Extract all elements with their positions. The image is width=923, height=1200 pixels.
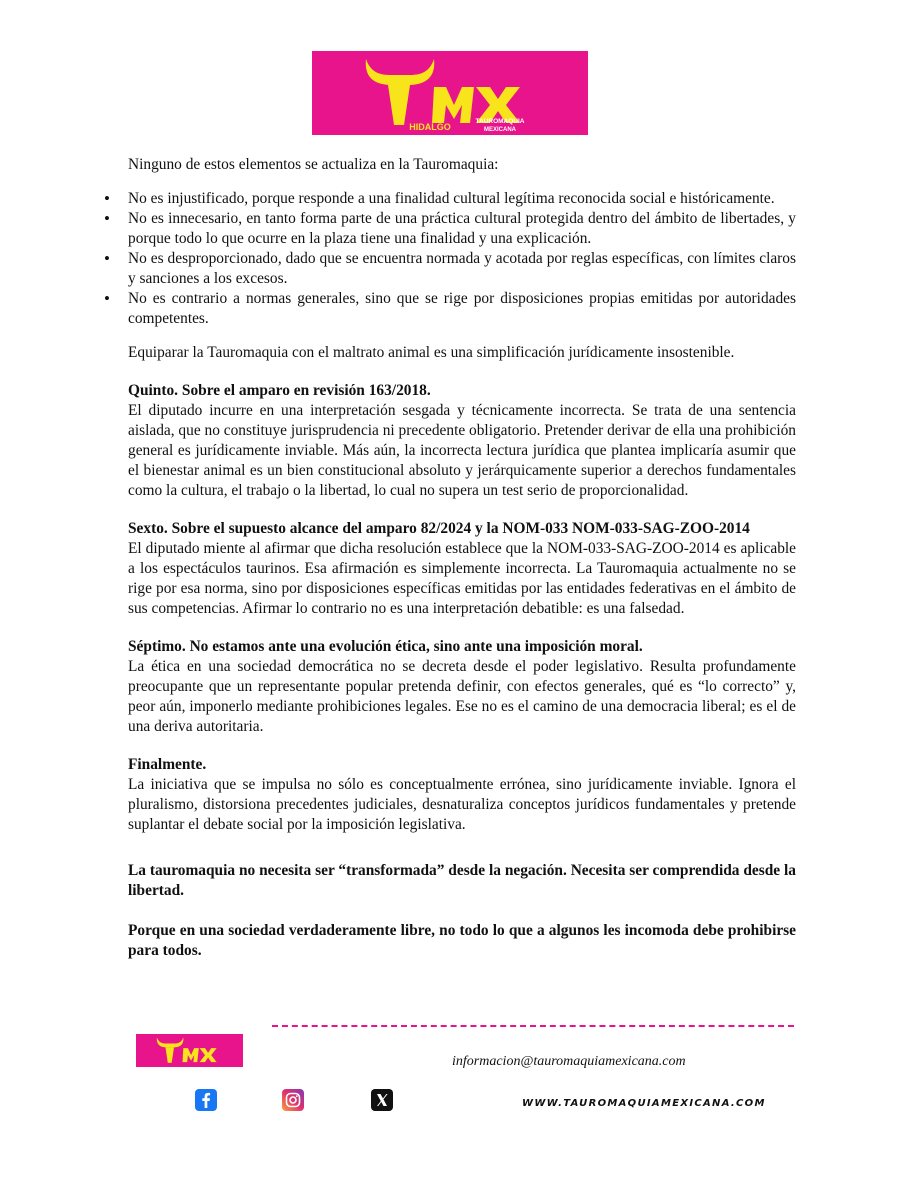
section-body-quinto: El diputado incurre en una interpretación sesgada y técnicamente incorrecta. Se trata de una sentencia aislada, que no constituye jurisprudencia ni precedente obligatorio. Pretender derivar de ella una prohibición general es jurídicamente inviable. Más aún, la incorrecta lectura jurídica que plantea implicaría asumir que el bienestar animal es un bien constitucional absoluto y jerárquicamente superior a derechos fundamentales como la cultura, el trabajo o la libertad, lo cual no supera un test serio de proporcionalidad. <box>128 402 796 499</box>
facebook-icon[interactable] <box>195 1089 217 1111</box>
logo-tagline-line1: TAUROMAQUIA <box>475 118 525 125</box>
section-heading-septimo: Séptimo. No estamos ante una evolución ética, sino ante una imposición moral. <box>128 638 643 655</box>
footer-email-link[interactable]: informacion@tauromaquiamexicana.com <box>452 1054 686 1069</box>
tmx-logo-graphic <box>312 51 588 135</box>
intro-paragraph: Ninguno de estos elementos se actualiza en la Tauromaquia: <box>128 156 499 173</box>
logo-location-text: HIDALGO <box>409 122 451 132</box>
equiparar-paragraph: Equiparar la Tauromaquia con el maltrato animal es una simplificación jurídicamente insostenible. <box>128 344 735 361</box>
bullet-item: • No es contrario a normas generales, sino que se rige por disposiciones propias emitidas por autoridades competentes. <box>128 289 796 329</box>
closing-statement-1: La tauromaquia no necesita ser “transformada” desde la negación. Necesita ser comprendida desde la libertad. <box>128 862 796 899</box>
bullet-item: • No es innecesario, en tanto forma parte de una práctica cultural protegida dentro del ámbito de libertades, y porque todo lo que ocurre en la plaza tiene una finalidad y una explicación. <box>128 209 796 249</box>
section-heading-sexto: Sexto. Sobre el supuesto alcance del amparo 82/2024 y la NOM-033 NOM-033-SAG-ZOO-2014 <box>128 520 750 537</box>
tmx-logo-small-graphic <box>136 1034 243 1067</box>
section-heading-quinto: Quinto. Sobre el amparo en revisión 163/2018. <box>128 382 431 399</box>
document-body <box>128 155 796 961</box>
logo-tagline-line2: MEXICANA <box>483 127 517 133</box>
bullet-list <box>128 189 796 329</box>
closing-statement-2: Porque en una sociedad verdaderamente libre, no todo lo que a algunos les incomoda debe prohibirse para todos. <box>128 922 796 959</box>
bullet-item: • No es injustificado, porque responde a una finalidad cultural legítima reconocida social e históricamente. <box>128 189 796 209</box>
footer-website-link[interactable]: WWW.TAUROMAQUIAMEXICANA.COM <box>522 1098 766 1109</box>
section-body-sexto: El diputado miente al afirmar que dicha resolución establece que la NOM-033-SAG-ZOO-2014 es aplicable a los espectáculos taurinos. Esa afirmación es simplemente incorrecta. La Tauromaquia actualmente no se rige por esa norma, sino por disposiciones específicas emitidas por las entidades federativas en el ámbito de sus competencias. Afirmar lo contrario no es una interpretación debatible: es una falsedad. <box>128 540 796 617</box>
footer-divider <box>272 1025 794 1027</box>
footer-logo <box>136 1034 243 1067</box>
x-icon[interactable] <box>371 1089 393 1111</box>
bullet-item: • No es desproporcionado, dado que se encuentra normada y acotada por reglas específicas, con límites claros y sanciones a los excesos. <box>128 249 796 289</box>
header-logo <box>312 51 588 135</box>
section-heading-finalmente: Finalmente. <box>128 756 207 773</box>
instagram-icon[interactable] <box>282 1089 304 1111</box>
section-body-finalmente: La iniciativa que se impulsa no sólo es conceptualmente errónea, sino jurídicamente inviable. Ignora el pluralismo, distorsiona precedentes judiciales, desnaturaliza conceptos jurídicos fundamentales y pretende suplantar el debate social por la imposición legislativa. <box>128 776 796 833</box>
section-body-septimo: La ética en una sociedad democrática no se decreta desde el poder legislativo. Resulta profundamente preocupante que un representante popular pretenda definir, con efectos generales, qué es “lo correcto” y, peor aún, imponerlo mediante prohibiciones legales. Ese no es el camino de una democracia liberal; es el de una deriva autoritaria. <box>128 658 796 735</box>
